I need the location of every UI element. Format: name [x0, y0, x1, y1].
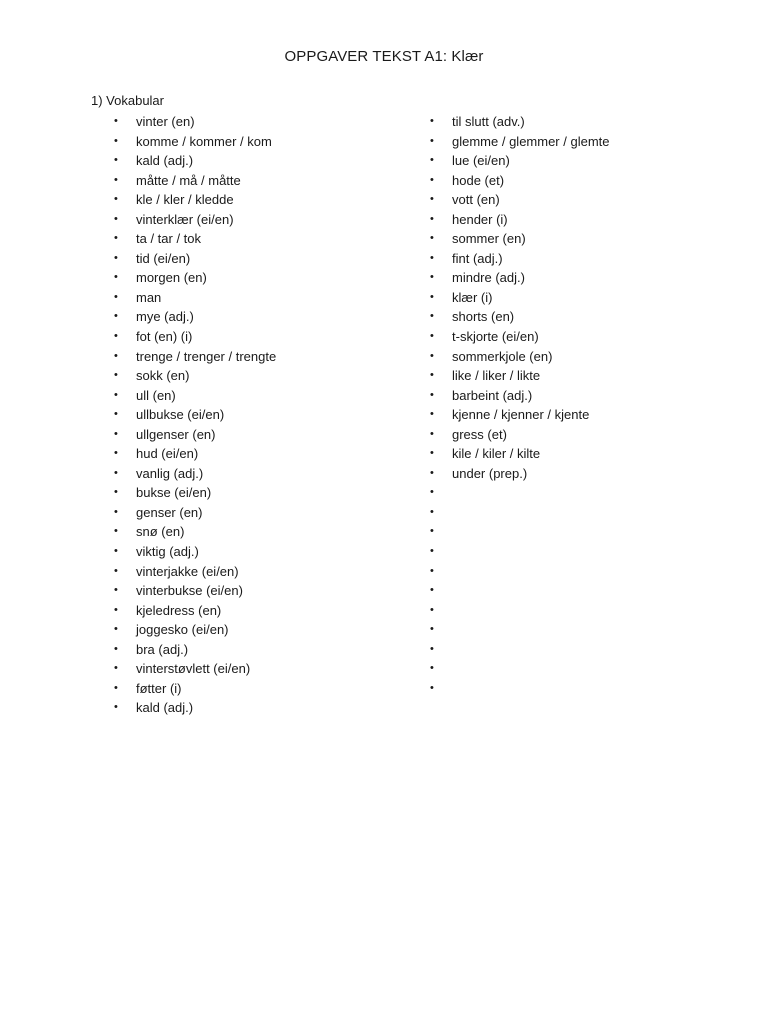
vocabulary-item: [110, 601, 410, 621]
vocabulary-item-text: gress (et): [452, 426, 507, 442]
bullet-icon: •: [114, 271, 118, 284]
vocabulary-item-text: sommerkjole (en): [452, 348, 553, 364]
vocabulary-item-text: vott (en): [452, 192, 500, 208]
vocabulary-item: [110, 503, 410, 523]
vocabulary-item-text: sokk (en): [136, 368, 190, 384]
bullet-icon: •: [430, 212, 434, 225]
bullet-icon: •: [430, 251, 434, 264]
vocabulary-item-text: glemme / glemmer / glemte: [452, 133, 610, 149]
vocabulary-item: [426, 327, 746, 347]
vocabulary-item: [110, 464, 410, 484]
vocabulary-item: [110, 562, 410, 582]
vocabulary-item: [110, 679, 410, 699]
vocabulary-item: [110, 366, 410, 386]
vocabulary-item-text: snø (en): [136, 524, 185, 540]
bullet-icon: •: [430, 662, 434, 675]
bullet-icon: •: [114, 545, 118, 558]
bullet-icon: •: [430, 642, 434, 655]
vocabulary-item-text: ta / tar / tok: [136, 231, 202, 247]
vocabulary-item-text: sommer (en): [452, 231, 526, 247]
bullet-icon: •: [430, 525, 434, 538]
vocabulary-item: [426, 444, 746, 464]
vocabulary-item-text: hud (ei/en): [136, 446, 199, 462]
bullet-icon: •: [114, 212, 118, 225]
bullet-icon: •: [114, 349, 118, 362]
vocabulary-item: [426, 464, 746, 484]
bullet-icon: •: [114, 388, 118, 401]
bullet-icon: •: [430, 545, 434, 558]
vocabulary-item: [426, 562, 746, 582]
vocabulary-item-text: kald (adj.): [136, 700, 194, 716]
bullet-icon: •: [114, 466, 118, 479]
bullet-icon: •: [430, 505, 434, 518]
vocabulary-item: [110, 483, 410, 503]
vocabulary-item: [426, 503, 746, 523]
bullet-icon: •: [114, 603, 118, 616]
vocabulary-item: [426, 620, 746, 640]
bullet-icon: •: [114, 232, 118, 245]
bullet-icon: •: [430, 447, 434, 460]
vocabulary-item-text: måtte / må / måtte: [136, 172, 241, 188]
vocabulary-item-text: shorts (en): [452, 309, 515, 325]
vocabulary-item: [110, 268, 410, 288]
vocabulary-item: [426, 425, 746, 445]
bullet-icon: •: [430, 330, 434, 343]
bullet-icon: •: [430, 154, 434, 167]
vocabulary-item-text: hode (et): [452, 172, 505, 188]
bullet-icon: •: [114, 623, 118, 636]
vocabulary-item-text: vinterjakke (ei/en): [136, 563, 239, 579]
bullet-icon: •: [114, 662, 118, 675]
vocabulary-item: [426, 640, 746, 660]
vocabulary-item-text: vinterstøvlett (ei/en): [136, 661, 251, 677]
vocabulary-item-text: klær (i): [452, 289, 493, 305]
vocabulary-item-text: fot (en) (i): [136, 329, 193, 345]
vocabulary-item: [110, 444, 410, 464]
bullet-icon: •: [114, 486, 118, 499]
vocabulary-item-text: kald (adj.): [136, 153, 194, 169]
vocabulary-item-text: under (prep.): [452, 465, 528, 481]
vocabulary-item: [110, 405, 410, 425]
vocabulary-item: [110, 190, 410, 210]
vocabulary-list-left: [110, 112, 410, 718]
bullet-icon: •: [114, 701, 118, 714]
bullet-icon: •: [114, 427, 118, 440]
vocabulary-item: [426, 581, 746, 601]
vocabulary-item: [110, 151, 410, 171]
bullet-icon: •: [430, 466, 434, 479]
vocabulary-item-text: viktig (adj.): [136, 544, 199, 560]
vocabulary-item-text: komme / kommer / kom: [136, 133, 272, 149]
bullet-icon: •: [430, 584, 434, 597]
bullet-icon: •: [114, 369, 118, 382]
bullet-icon: •: [114, 447, 118, 460]
vocabulary-item-text: genser (en): [136, 504, 203, 520]
vocabulary-item: [426, 679, 746, 699]
bullet-icon: •: [430, 232, 434, 245]
vocabulary-item: [426, 190, 746, 210]
bullet-icon: •: [430, 369, 434, 382]
vocabulary-item: [426, 112, 746, 132]
vocabulary-item-text: ullgenser (en): [136, 426, 216, 442]
vocabulary-item-text: mye (adj.): [136, 309, 194, 325]
vocabulary-item-text: vinterklær (ei/en): [136, 211, 234, 227]
vocabulary-item: [426, 307, 746, 327]
vocabulary-item: [110, 307, 410, 327]
vocabulary-item: [426, 268, 746, 288]
vocabulary-item-text: føtter (i): [136, 680, 182, 696]
vocabulary-item-text: kle / kler / kledde: [136, 192, 234, 208]
vocabulary-item: [110, 425, 410, 445]
vocabulary-item: [110, 112, 410, 132]
vocabulary-item: [110, 229, 410, 249]
bullet-icon: •: [430, 681, 434, 694]
bullet-icon: •: [114, 134, 118, 147]
vocabulary-item: [426, 483, 746, 503]
vocabulary-item-text: vinterbukse (ei/en): [136, 583, 243, 599]
vocabulary-item: [426, 405, 746, 425]
bullet-icon: •: [430, 603, 434, 616]
vocabulary-item-text: mindre (adj.): [452, 270, 525, 286]
vocabulary-item: [110, 171, 410, 191]
vocabulary-item: [110, 249, 410, 269]
vocabulary-item-text: barbeint (adj.): [452, 387, 533, 403]
bullet-icon: •: [114, 584, 118, 597]
bullet-icon: •: [430, 408, 434, 421]
bullet-icon: •: [114, 193, 118, 206]
vocabulary-item: [110, 347, 410, 367]
bullet-icon: •: [114, 330, 118, 343]
vocabulary-item: [110, 542, 410, 562]
bullet-icon: •: [114, 290, 118, 303]
vocabulary-item-text: kile / kiler / kilte: [452, 446, 541, 462]
vocabulary-item-text: bukse (ei/en): [136, 485, 212, 501]
vocabulary-item: [110, 386, 410, 406]
vocabulary-item: [426, 347, 746, 367]
vocabulary-item-text: vanlig (adj.): [136, 465, 204, 481]
bullet-icon: •: [430, 388, 434, 401]
vocabulary-item: [426, 659, 746, 679]
vocabulary-item: [426, 542, 746, 562]
vocabulary-item: [426, 366, 746, 386]
bullet-icon: •: [430, 349, 434, 362]
bullet-icon: •: [430, 115, 434, 127]
bullet-icon: •: [430, 290, 434, 303]
vocabulary-item-text: ullbukse (ei/en): [136, 407, 225, 423]
vocabulary-item: [110, 581, 410, 601]
vocabulary-item: [426, 210, 746, 230]
bullet-icon: •: [114, 173, 118, 186]
vocabulary-item: [110, 288, 410, 308]
vocabulary-item: [110, 640, 410, 660]
vocabulary-item: [110, 659, 410, 679]
bullet-icon: •: [114, 251, 118, 264]
vocabulary-item: [110, 327, 410, 347]
vocabulary-item: [426, 288, 746, 308]
vocabulary-item-text: til slutt (adv.): [452, 114, 525, 129]
vocabulary-item: [426, 601, 746, 621]
bullet-icon: •: [430, 486, 434, 499]
vocabulary-item-text: morgen (en): [136, 270, 207, 286]
bullet-icon: •: [430, 427, 434, 440]
vocabulary-item: [110, 620, 410, 640]
vocabulary-item: [110, 698, 410, 718]
vocabulary-item: [426, 171, 746, 191]
vocabulary-item: [426, 249, 746, 269]
vocabulary-item: [426, 522, 746, 542]
vocabulary-item-text: vinter (en): [136, 114, 195, 129]
bullet-icon: •: [430, 271, 434, 284]
vocabulary-item-text: bra (adj.): [136, 641, 189, 657]
bullet-icon: •: [114, 681, 118, 694]
vocabulary-item-text: man: [136, 289, 162, 305]
vocabulary-item: [110, 522, 410, 542]
vocabulary-item: [110, 132, 410, 152]
vocabulary-item: [426, 229, 746, 249]
bullet-icon: •: [430, 193, 434, 206]
bullet-icon: •: [114, 154, 118, 167]
document-title: OPPGAVER TEKST A1: Klær: [284, 48, 484, 65]
vocabulary-list-right: [426, 112, 746, 698]
bullet-icon: •: [114, 408, 118, 421]
vocabulary-item-text: like / liker / likte: [452, 368, 541, 384]
vocabulary-item-text: lue (ei/en): [452, 153, 510, 169]
vocabulary-item-text: ull (en): [136, 387, 176, 403]
bullet-icon: •: [114, 642, 118, 655]
vocabulary-item: [110, 210, 410, 230]
bullet-icon: •: [430, 623, 434, 636]
vocabulary-item: [426, 386, 746, 406]
vocabulary-item-text: joggesko (ei/en): [136, 622, 229, 638]
vocabulary-item-text: trenge / trenger / trengte: [136, 348, 277, 364]
vocabulary-item: [426, 132, 746, 152]
bullet-icon: •: [430, 564, 434, 577]
vocabulary-item: [426, 151, 746, 171]
bullet-icon: •: [114, 310, 118, 323]
vocabulary-item-text: hender (i): [452, 211, 508, 227]
bullet-icon: •: [114, 564, 118, 577]
bullet-icon: •: [114, 525, 118, 538]
vocabulary-item-text: kjenne / kjenner / kjente: [452, 407, 590, 423]
section-heading-vocabulary: 1) Vokabular: [91, 93, 164, 108]
vocabulary-item-text: t-skjorte (ei/en): [452, 329, 539, 345]
vocabulary-item-text: fint (adj.): [452, 250, 503, 266]
vocabulary-item-text: tid (ei/en): [136, 250, 191, 266]
bullet-icon: •: [430, 134, 434, 147]
bullet-icon: •: [430, 173, 434, 186]
bullet-icon: •: [114, 505, 118, 518]
bullet-icon: •: [114, 115, 118, 127]
vocabulary-item-text: kjeledress (en): [136, 602, 222, 618]
bullet-icon: •: [430, 310, 434, 323]
